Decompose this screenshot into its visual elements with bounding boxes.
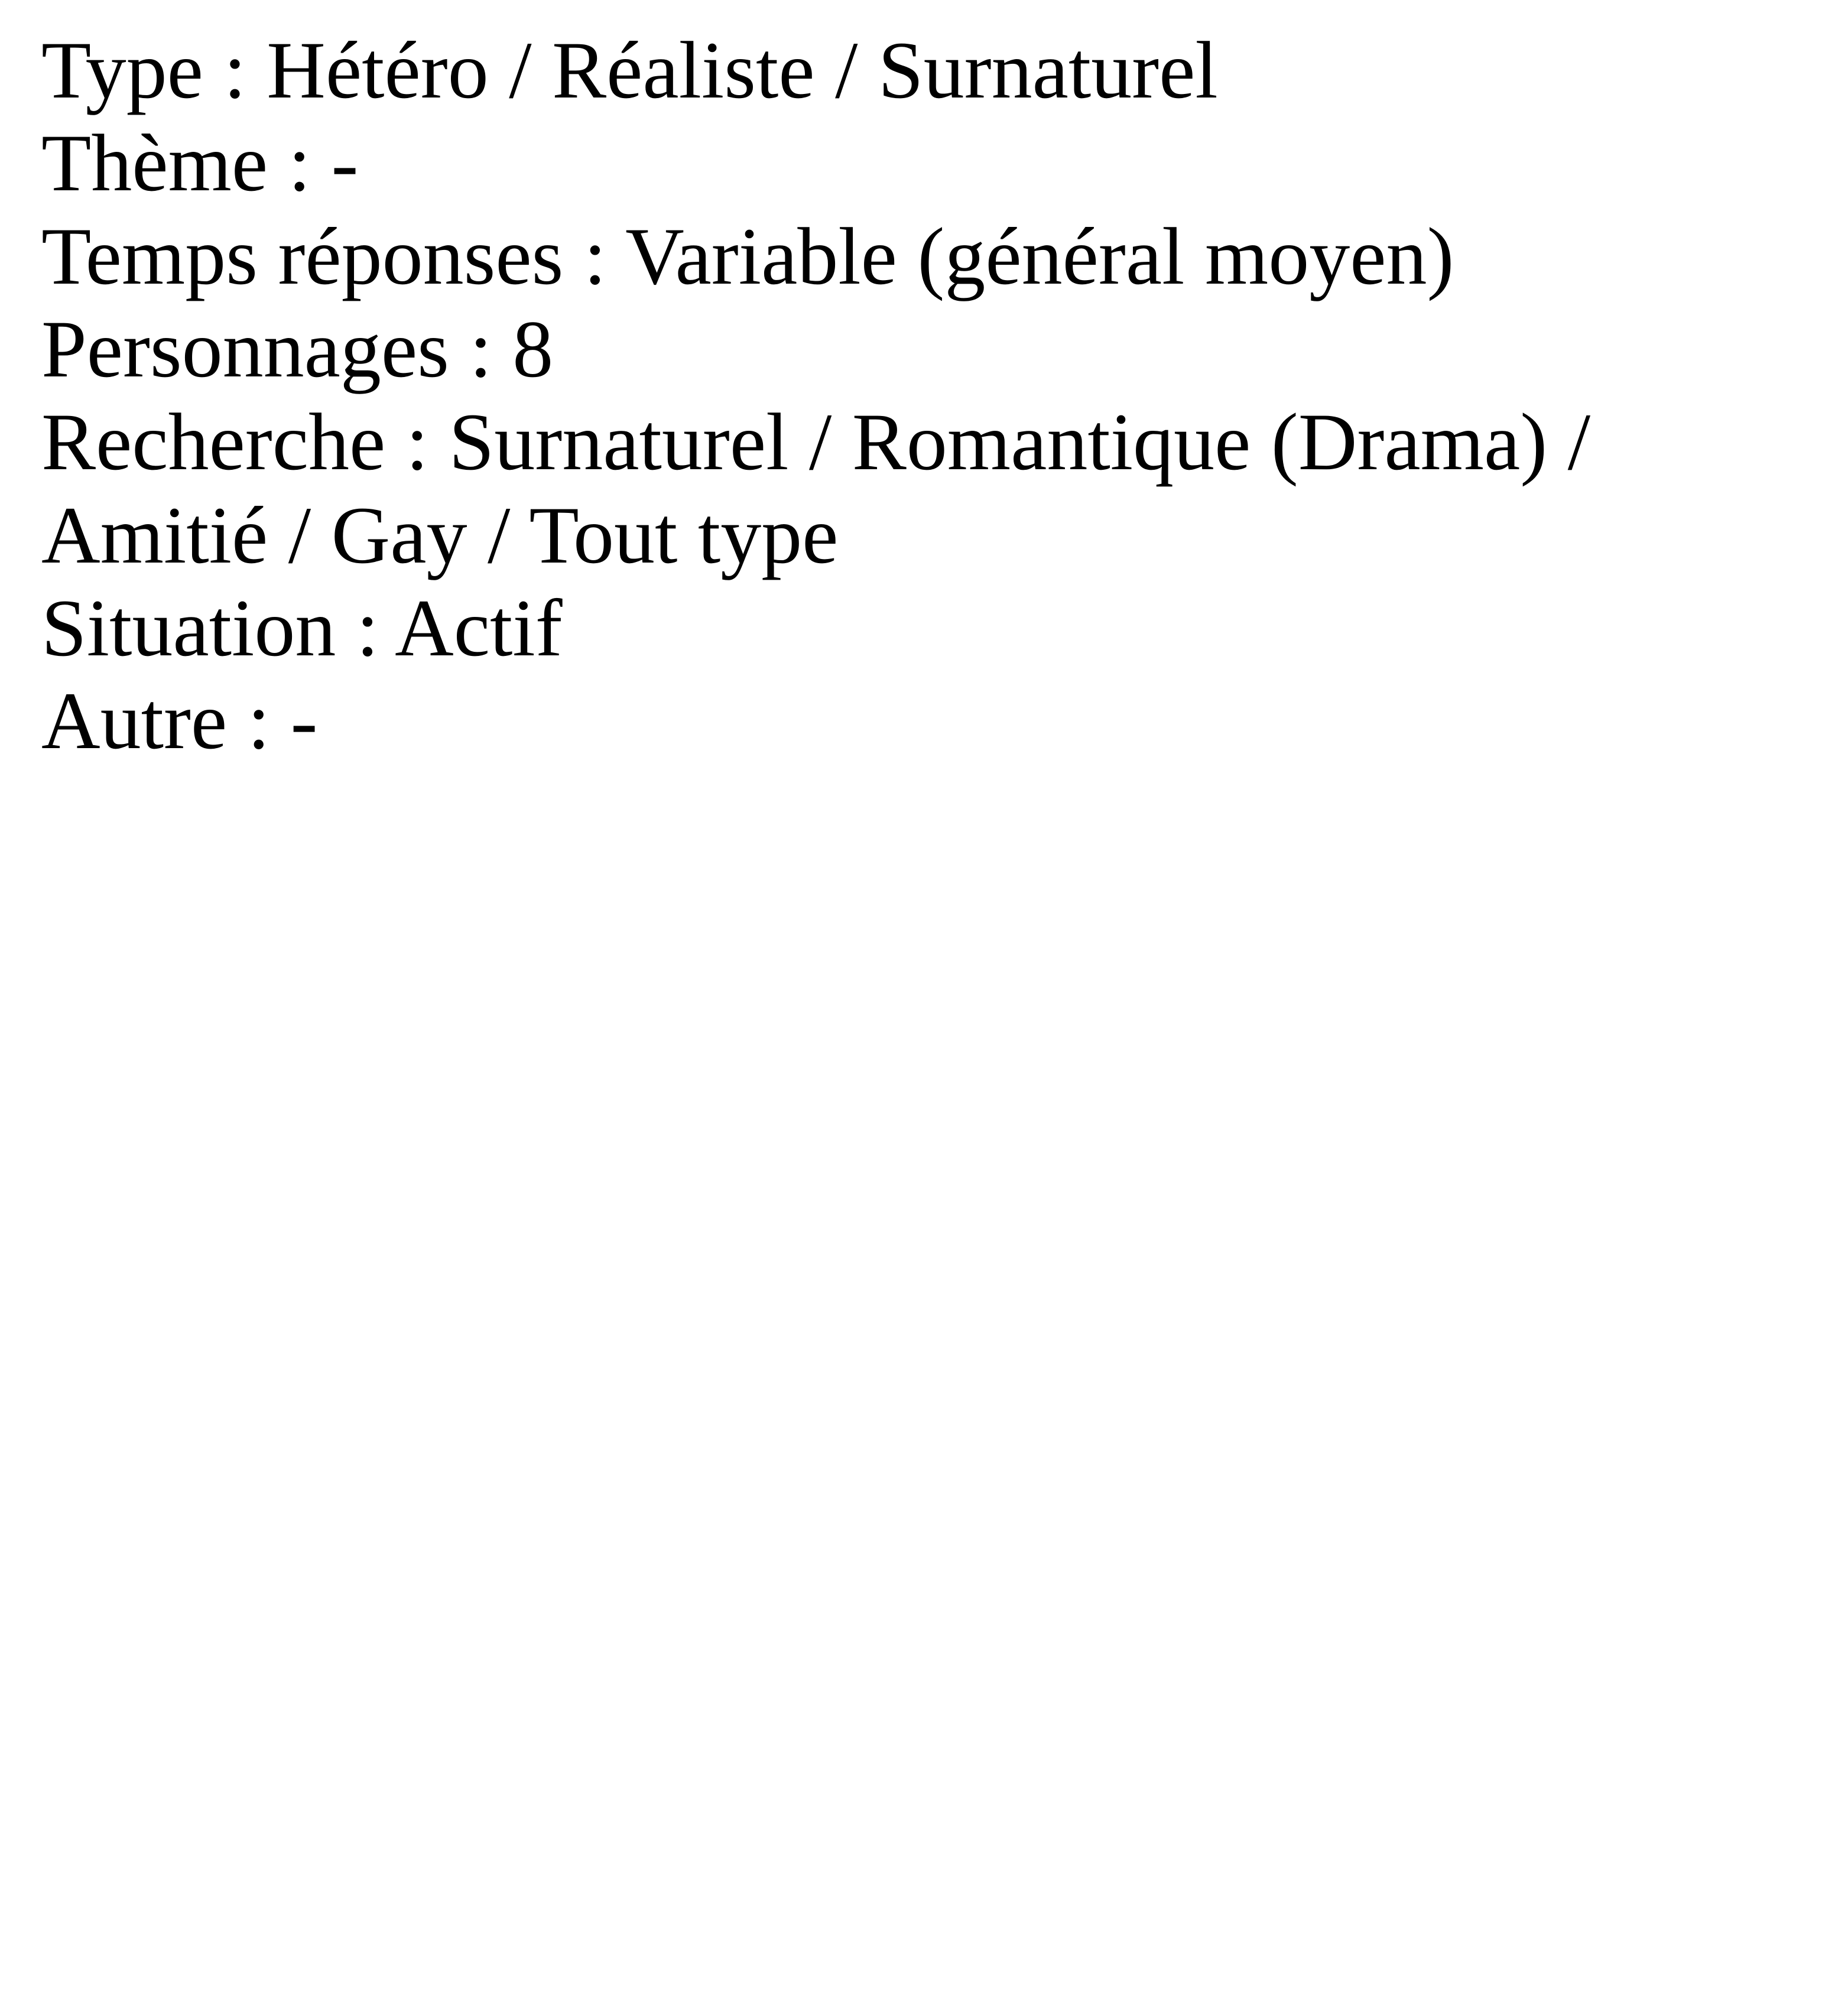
info-line-response-time: Temps réponses : Variable (général moyen) [41,210,1454,301]
info-line-type: Type : Hétéro / Réaliste / Surnaturel [41,25,1218,115]
roleplay-info-list [41,24,1813,768]
info-line-theme: Thème : - [41,118,359,209]
info-line-characters: Personnages : 8 [41,303,554,394]
info-line-search: Recherche : Surnaturel / Romantique (Drama) / Amitié / Gay / Tout type [41,397,1591,580]
info-line-status: Situation : Actif [41,582,563,673]
info-line-other: Autre : - [41,675,318,766]
